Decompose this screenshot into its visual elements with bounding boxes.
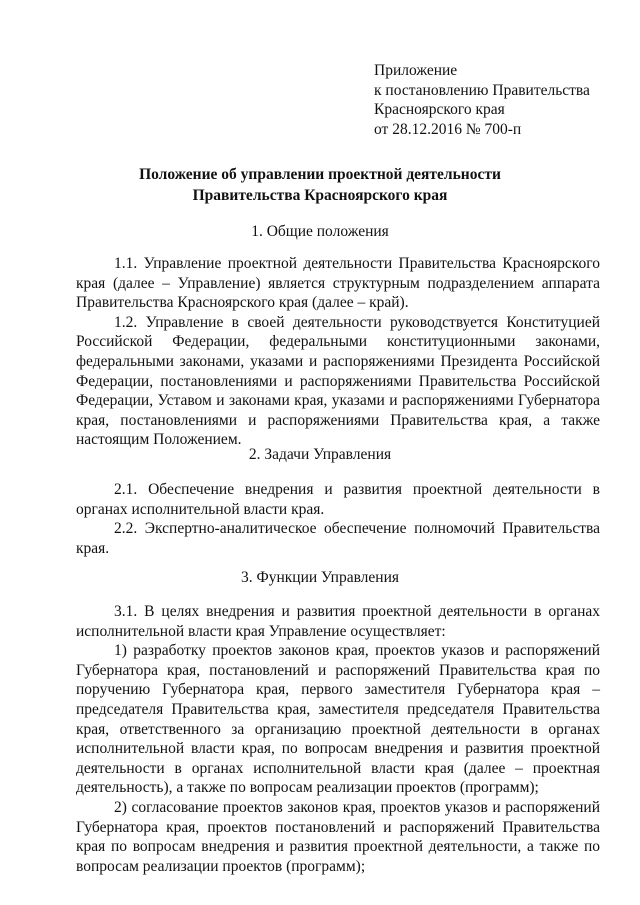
- document-title: [0, 164, 640, 206]
- paragraph: 3.1. В целях внедрения и развития проектной деятельности в органах исполнительной власти края Управление осуществляет:: [76, 603, 600, 640]
- appendix-line: к постановлению Правительства: [374, 81, 590, 99]
- paragraph: 2.1. Обеспечение внедрения и развития проектной деятельности в органах исполнительной власти края.: [76, 481, 600, 518]
- paragraph: 2.2. Экспертно-аналитическое обеспечение полномочий Правительства края.: [76, 520, 600, 557]
- paragraph: 2) согласование проектов законов края, проектов указов и распоряжений Губернатора края, проектов постановлений и распоряжений Правительства края по вопросам внедрения и развития проектной деятельности, а также по вопросам реализации проектов (программ);: [76, 798, 600, 875]
- section-heading-functions: 3. Функции Управления: [240, 569, 400, 586]
- title-line: Положение об управлении проектной деятельности: [139, 166, 501, 183]
- paragraph: 1.2. Управление в своей деятельности руководствуется Конституцией Российской Федерации, федеральными конституционными законами, федеральными законами, указами и распоряжениями Президента Российской Федерации, постановлениями и распоряжениями Правительства Российской Федерации, Уставом и законами края, указами и распоряжениями Губернатора края, постановлениями и распоряжениями Правительства края, а также настоящим Положением.: [76, 313, 600, 449]
- section-heading-general: 1. Общие положения: [251, 223, 389, 240]
- paragraph: 1.1. Управление проектной деятельности Правительства Красноярского края (далее – Управление) является структурным подразделением аппарата Правительства Красноярского края (далее – край).: [76, 255, 600, 312]
- section-body-general: [76, 254, 600, 450]
- appendix-line: Приложение: [374, 62, 458, 79]
- section-body-tasks: [76, 480, 600, 558]
- title-line: Правительства Красноярского края: [192, 187, 448, 204]
- section-body-functions: [76, 602, 600, 876]
- appendix-date-line: от 28.12.2016 № 700-п: [374, 120, 522, 138]
- appendix-line: Красноярского края: [374, 101, 505, 118]
- paragraph: 1) разработку проектов законов края, проектов указов и распоряжений Губернатора края, постановлений и распоряжений Правительства края по поручению Губернатора края, первого заместителя Губернатора края – председателя Правительства края, заместителя председателя Правительства края, ответственного за организацию проектной деятельности в органах исполнительной власти края, по вопросам внедрения и развития проектной деятельности в органах исполнительной власти края (далее – проектная деятельность), а также по вопросам реализации проектов (программ);: [76, 642, 600, 797]
- section-heading-tasks: 2. Задачи Управления: [248, 446, 392, 463]
- appendix-block: [374, 61, 590, 139]
